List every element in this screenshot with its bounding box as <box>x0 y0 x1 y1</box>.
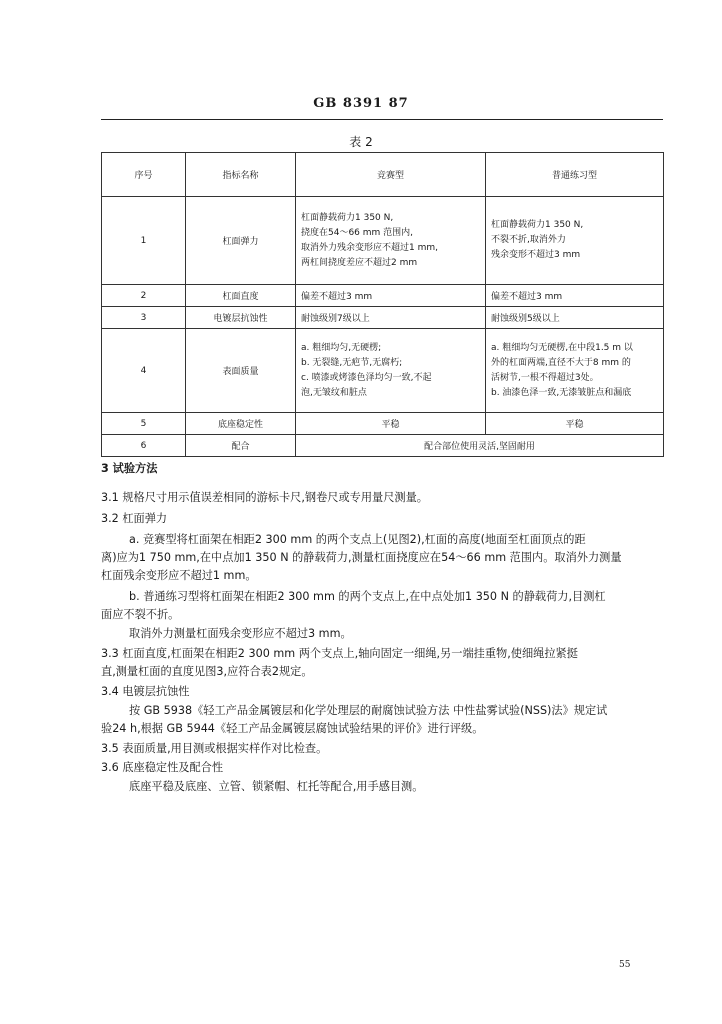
table-row <box>102 307 664 329</box>
page-number: 55 <box>619 960 631 970</box>
table-caption: 表 2 <box>349 135 373 149</box>
cell-line: b. 油漆色泽一致,无漆皱脏点和漏底 <box>491 387 632 398</box>
standard-code: GB 8391 87 <box>313 96 409 111</box>
clause-3-4-heading: 3.4 电镀层抗蚀性 <box>101 685 190 698</box>
row-name: 杠面直度 <box>186 285 296 307</box>
cell-line: 杠面静载荷力1 350 N, <box>491 220 584 230</box>
row-no: 5 <box>102 413 186 435</box>
row-competition: 耐蚀级别7级以上 <box>296 307 486 329</box>
row-practice: 耐蚀级别5级以上 <box>486 307 664 329</box>
table-row <box>102 435 664 457</box>
row-no: 2 <box>102 285 186 307</box>
clause-3-2-a-line-3: 杠面残余变形应不超过1 mm。 <box>101 569 257 582</box>
row-competition <box>296 329 486 413</box>
cell-line: 挠度在54～66 mm 范围内, <box>301 227 414 238</box>
col-header-practice: 普通练习型 <box>486 153 664 197</box>
clause-3-6-text: 底座平稳及底座、立管、锁紧帽、杠托等配合,用手感目测。 <box>129 780 424 793</box>
clause-3-3-line-1: 3.3 杠面直度,杠面架在相距2 300 mm 两个支点上,轴向固定一细绳,另一端挂重物,使细绳拉紧挺 <box>101 647 578 660</box>
clause-3-1: 3.1 规格尺寸用示值误差相同的游标卡尺,钢卷尺或专用量尺测量。 <box>101 491 428 504</box>
row-no: 6 <box>102 435 186 457</box>
col-header-name: 指标名称 <box>186 153 296 197</box>
table-row <box>102 197 664 285</box>
row-name: 杠面弹力 <box>186 197 296 285</box>
row-merged: 配合部位使用灵活,坚固耐用 <box>296 435 664 457</box>
clause-3-2-b-line-1: b. 普通练习型将杠面架在相距2 300 mm 的两个支点上,在中点处加1 350 N 的静载荷力,目测杠 <box>129 590 606 603</box>
row-competition: 偏差不超过3 mm <box>296 285 486 307</box>
clause-3-2-b-line-3: 取消外力测量杠面残余变形应不超过3 mm。 <box>129 627 352 640</box>
section-3-heading: 3 试验方法 <box>101 462 158 475</box>
clause-3-2-b-line-2: 面应不裂不折。 <box>101 608 180 621</box>
col-header-no: 序号 <box>102 153 186 197</box>
row-practice <box>486 197 664 285</box>
clause-3-4-line-1: 按 GB 5938《轻工产品金属镀层和化学处理层的耐腐蚀试验方法 中性盐雾试验(NSS)法》规定试 <box>129 704 608 717</box>
row-practice: 平稳 <box>486 413 664 435</box>
header-rule <box>101 119 663 120</box>
clause-3-5: 3.5 表面质量,用目测或根据实样作对比检查。 <box>101 742 328 755</box>
cell-line: 取消外力残余变形应不超过1 mm, <box>301 242 438 253</box>
spec-table <box>101 152 664 457</box>
clause-3-3-line-2: 直,测量杠面的直度见图3,应符合表2规定。 <box>101 665 313 678</box>
cell-line: 残余变形不超过3 mm <box>491 250 581 260</box>
row-name: 电镀层抗蚀性 <box>186 307 296 329</box>
cell-line: c. 喷漆或烤漆色泽均匀一致,不起 <box>301 372 432 383</box>
cell-line: 两杠间挠度差应不超过2 mm <box>301 257 418 268</box>
cell-line: a. 粗细均匀无硬楞,在中段1.5 m 以 <box>491 342 633 353</box>
cell-line: 活树节,一根不得超过3处。 <box>491 372 599 383</box>
cell-line: a. 粗细均匀,无硬楞; <box>301 342 382 353</box>
row-practice <box>486 329 664 413</box>
row-name: 配合 <box>186 435 296 457</box>
clause-3-4-line-2: 验24 h,根据 GB 5944《轻工产品金属镀层腐蚀试验结果的评价》进行评级。 <box>101 722 484 735</box>
row-no: 4 <box>102 329 186 413</box>
row-no: 3 <box>102 307 186 329</box>
cell-line: 不裂不折,取消外力 <box>491 235 566 245</box>
cell-line: b. 无裂缝,无疤节,无腐朽; <box>301 357 403 368</box>
cell-line: 杠面静载荷力1 350 N, <box>301 212 394 223</box>
clause-3-2-a-line-1: a. 竞赛型将杠面架在相距2 300 mm 的两个支点上(见图2),杠面的高度(地面至杠面顶点的距 <box>129 533 586 546</box>
row-name: 表面质量 <box>186 329 296 413</box>
table-row <box>102 285 664 307</box>
table-row <box>102 413 664 435</box>
clause-3-2-heading: 3.2 杠面弹力 <box>101 512 168 525</box>
clause-3-6-heading: 3.6 底座稳定性及配合性 <box>101 761 224 774</box>
cell-line: 外的杠面两端,直径不大于8 mm 的 <box>491 357 631 368</box>
row-name: 底座稳定性 <box>186 413 296 435</box>
row-no: 1 <box>102 197 186 285</box>
table-row <box>102 329 664 413</box>
clause-3-2-a-line-2: 离)应为1 750 mm,在中点加1 350 N 的静载荷力,测量杠面挠度应在54～66 mm 范围内。取消外力测量 <box>101 551 622 564</box>
col-header-competition: 竞赛型 <box>296 153 486 197</box>
row-competition: 平稳 <box>296 413 486 435</box>
row-competition <box>296 197 486 285</box>
row-practice: 偏差不超过3 mm <box>486 285 664 307</box>
cell-line: 泡,无皱纹和脏点 <box>301 387 367 398</box>
